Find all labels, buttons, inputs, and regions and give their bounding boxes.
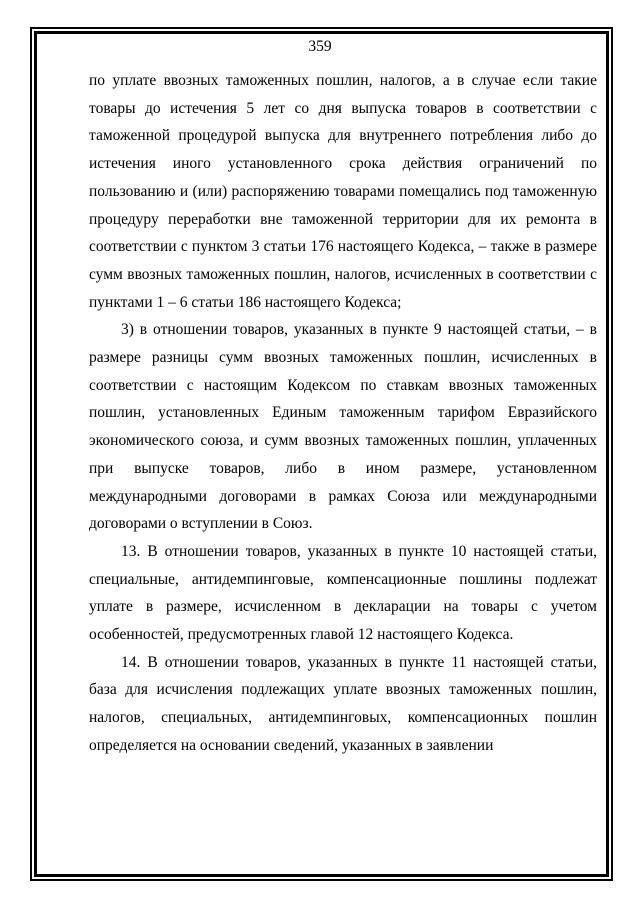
paragraph-item-3: 3) в отношении товаров, указанных в пункте 9 настоящей статьи, – в размере разницы сумм ввозных таможенных пошлин, исчисленных в соответствии с настоящим Кодексом по ставкам ввозных таможенных пошлин, установленных Единым таможенным тарифом Евразийского экономического союза, и сумм ввозных таможенных пошлин, уплаченных при выпуске товаров, либо в ином размере, установленном международными договорами в рамках Союза или международными договорами о вступлении в Союз.	[89, 321, 597, 533]
paragraph-continuation: по уплате ввозных таможенных пошлин, налогов, а в случае если такие товары до истечения 5 лет со дня выпуска товаров в соответствии с таможенной процедурой выпуска для внутреннего потребления либо до истечения иного установленного срока действия ограничений по пользованию и (или) распоряжению товарами помещались под таможенную процедуру переработки вне таможенной территории для их ремонта в соответствии с пунктом 3 статьи 176 настоящего Кодекса, – также в размере сумм ввозных таможенных пошлин, налогов, исчисленных в соответствии с пунктами 1 – 6 статьи 186 настоящего Кодекса;	[89, 72, 597, 311]
paragraph-13: 13. В отношении товаров, указанных в пункте 10 настоящей статьи, специальные, антидемпинговые, компенсационные пошлины подлежат уплате в размере, исчисленном в декларации на товары с учетом особенностей, предусмотренных главой 12 настоящего Кодекса.	[89, 542, 597, 644]
document-body	[89, 67, 597, 760]
paragraph-14: 14. В отношении товаров, указанных в пункте 11 настоящей статьи, база для исчисления подлежащих уплате ввозных таможенных пошлин, налогов, специальных, антидемпинговых, компенсационных пошлин определяется на основании сведений, указанных в заявлении	[89, 653, 597, 754]
page-number: 359	[308, 38, 332, 55]
